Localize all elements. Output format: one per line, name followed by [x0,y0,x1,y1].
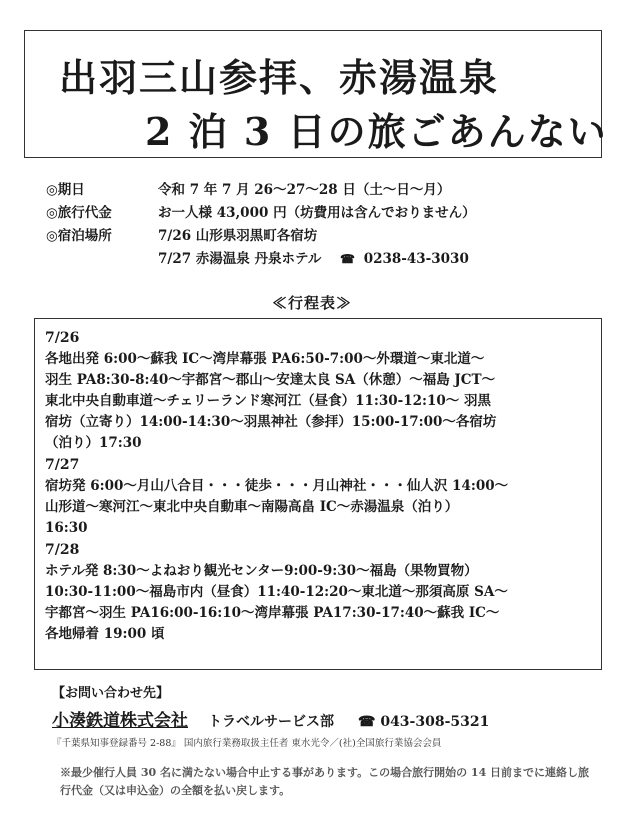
info-value: 令和 7 年 7 月 26～27～28 日（土～日～月） [158,181,451,198]
day-date: 7/28 [45,542,80,558]
day-itinerary: 宿坊発 6:00～月山八合目・・・徒歩・・・月山神社・・・仙人沢 14:00～ 山形道～寒河江～東北中央自動車～南陽高畠 IC～赤湯温泉（泊り） 16:30 [45,478,509,536]
registration-info: 『千葉県知事登録番号 2-88』 国内旅行業務取扱主任者 東水光令／(社)全国旅行業協会会員 [52,738,442,749]
schedule-day [45,327,591,454]
trip-info [46,176,606,268]
schedule-heading: ≪行程表≫ [271,294,352,312]
cancellation-note: ※最少催行人員 30 名に満たない場合中止する事があります。この場合旅行開始の 14 日前までに連絡し旅行代金（又は申込金）の全額を払い戻します。 [60,766,590,797]
info-row-price [46,199,606,222]
company-name: 小湊鉄道株式会社 [52,711,188,731]
hotel-phone: 0238-43-3030 [363,250,469,267]
info-row-date [46,176,606,199]
day-date: 7/27 [45,457,80,473]
day-date: 7/26 [45,330,80,346]
info-value [158,247,606,267]
info-row-lodging-2 [46,245,606,268]
info-row-lodging [46,222,606,245]
schedule-box [34,318,602,670]
phone-icon: ☎ [358,714,376,730]
info-label: ◎旅行代金 [46,204,112,221]
info-value: 7/26 山形県羽黒町各宿坊 [158,227,318,244]
title-line-1: 出羽三山参拝、赤湯温泉 [59,55,500,100]
contact-heading: 【お問い合わせ先】 [52,686,170,701]
contact-phone [358,714,489,730]
info-value: お一人様 43,000 円（坊費用は含んでおりません） [158,204,476,221]
contact-phone-number: 043-308-5321 [380,714,490,730]
day-itinerary: ホテル発 8:30～よねおり観光センター9:00-9:30～福島（果物買物） 10:30-11:00～福島市内（昼食）11:40-12:20～東北道～那須高原 SA～ 宇都宮～羽生 PA16:00-16:10～湾岸幕張 PA17:30-17:40～蘇我 IC～ 各地帰着 19:00 頃 [45,563,508,642]
title-line-2: 2 泊 3 日の旅ごあんない [145,109,608,154]
phone-icon: ☎ [340,251,355,266]
day-itinerary: 各地出発 6:00～蘇我 IC～湾岸幕張 PA6:50-7:00～外環道～東北道～ 羽生 PA8:30-8:40～宇都宮～郡山～安達太良 SA（休憩）～福島 JCT～ 東北中央自動車道～チェリーランド寒河江（昼食）11:30-12:10～ 羽黒 宿坊（立寄り）14:00-14:30～羽黒神社（参拝）15:00-17:00～各宿坊 （泊り）17:30 [45,351,497,451]
department: トラベルサービス部 [208,714,334,730]
schedule-day [45,539,591,645]
info-label: ◎宿泊場所 [46,227,112,244]
contact-section [52,684,612,749]
contact-row [52,706,612,731]
schedule-day [45,454,591,539]
title-box [24,30,608,158]
hotel-name: 7/27 赤湯温泉 丹泉ホテル [158,250,322,267]
info-label: ◎期日 [46,181,85,198]
